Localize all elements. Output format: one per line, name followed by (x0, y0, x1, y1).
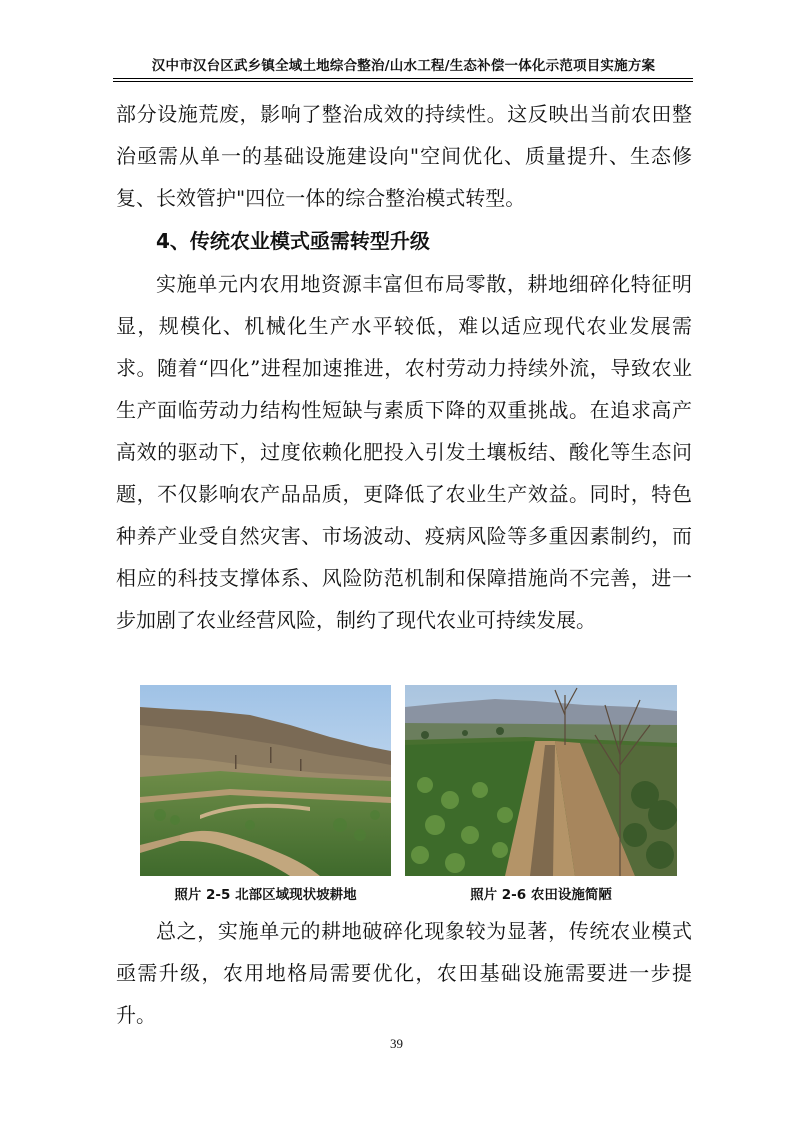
running-header: 汉中市汉台区武乡镇全域土地综合整治/山水工程/生态补偿一体化示范项目实施方案 (151, 58, 656, 74)
summary-text (116, 910, 692, 1036)
header-rule (113, 78, 693, 79)
paragraph-main: 实施单元内农用地资源丰富但布局零散，耕地细碎化特征明显，规模化、机械化生产水平较低，难以适应现代农业发展需求。随着“四化”进程加速推进，农村劳动力持续外流，导致农业生产面临劳动力结构性短缺与素质下降的双重挑战。在追求高产高效的驱动下，过度依赖化肥投入引发土壤板结、酸化等生态问题，不仅影响农产品品质，更降低了农业生产效益。同时，特色种养产业受自然灾害、市场波动、疫病风险等多重因素制约，而相应的科技支撑体系、风险防范机制和保障措施尚不完善，进一步加剧了农业经营风险，制约了现代农业可持续发展。 (116, 272, 692, 632)
photo-caption-2-5: 照片 2-5 北部区域现状坡耕地 (174, 887, 357, 903)
paragraph-summary: 总之，实施单元的耕地破碎化现象较为显著，传统农业模式亟需升级，农用地格局需要优化，农田基础设施需要进一步提升。 (116, 919, 692, 1027)
sloped-farmland-photo (140, 685, 391, 876)
main-text (116, 93, 692, 641)
page-number: 39 (390, 1036, 403, 1051)
paragraph-continued: 部分设施荒废，影响了整治成效的持续性。这反映出当前农田整治亟需从单一的基础设施建设向"空间优化、质量提升、生态修复、长效管护"四位一体的综合整治模式转型。 (116, 102, 692, 210)
farmland-ditch-photo (405, 685, 677, 876)
section-heading: 4、传统农业模式亟需转型升级 (156, 229, 430, 253)
photo-caption-2-6: 照片 2-6 农田设施简陋 (470, 887, 612, 903)
photo-row (140, 685, 680, 909)
header-rule-thin (113, 81, 693, 82)
